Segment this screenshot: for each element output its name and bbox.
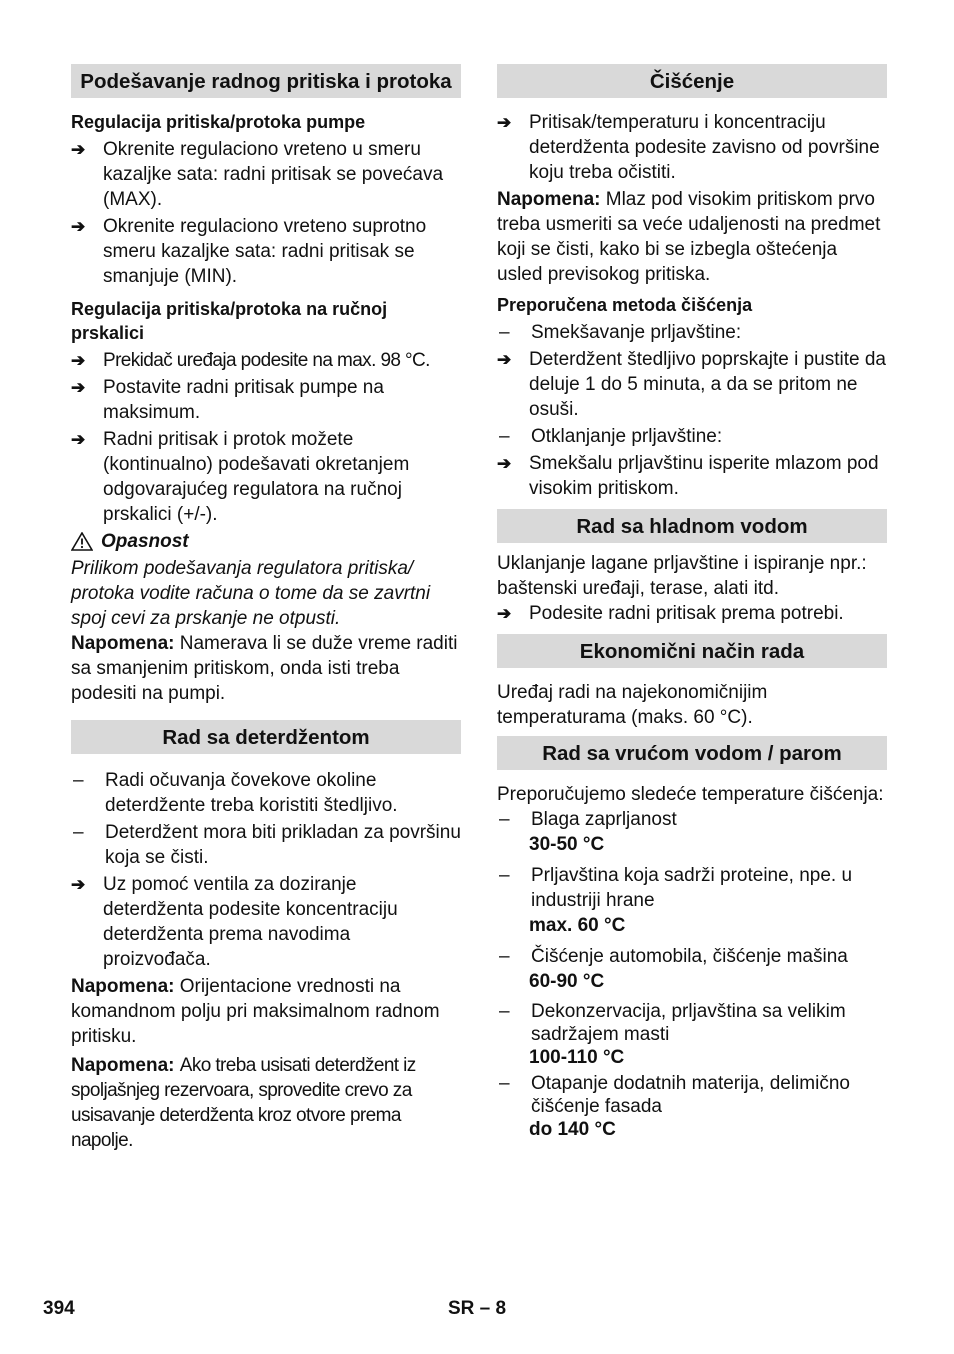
list-item: ➔ Uz pomoć ventila za doziranje deterdženta podesite koncentraciju deterdženta prema navodima proizvođača.: [71, 874, 398, 970]
arrow-icon: ➔: [497, 604, 512, 623]
section-heading-hot-water: Rad sa vrućom vodom / parom: [497, 736, 887, 770]
temperature-value: do 140 °C: [529, 1119, 616, 1140]
list-item: – Otklanjanje prljavštine:: [499, 426, 723, 447]
temperature-value: 100-110 °C: [529, 1047, 625, 1068]
list-item: ➔ Postavite radni pritisak pumpe na maksimum.: [71, 377, 384, 423]
danger-label: Opasnost: [71, 529, 461, 554]
list-item: ➔ Prekidač uređaja podesite na max. 98 °C.: [71, 350, 430, 371]
list-item: ➔ Deterdžent štedljivo poprskajte i pustite da deluje 1 do 5 minuta, a da se pritom ne osuši.: [497, 349, 886, 420]
arrow-icon: ➔: [71, 430, 86, 449]
note-paragraph: Napomena: Orijentacione vrednosti na komandnom polju pri maksimalnom radnom pritisku.: [71, 976, 440, 1047]
dash-bullet: –: [73, 822, 84, 843]
dash-bullet: –: [499, 865, 510, 886]
dash-bullet: –: [499, 809, 510, 830]
cold-water-text: Uklanjanje lagane prljavštine i ispiranje npr.: baštenski uređaji, terase, alati itd.: [497, 553, 867, 599]
note-paragraph: Napomena: Mlaz pod visokim pritiskom prvo treba usmeriti sa veće udaljenosti na predmet koji se čisti, kako bi se izbegla oštećenja usled previsokog pritiska.: [497, 189, 881, 285]
arrow-icon: ➔: [71, 217, 86, 236]
right-column: [497, 64, 887, 1147]
temperature-item: – Otapanje dodatnih materija, delimično čišćenje fasada: [499, 1073, 850, 1117]
section-page-label: SR – 8: [448, 1298, 507, 1319]
temperature-value: 60-90 °C: [529, 971, 605, 992]
arrow-icon: ➔: [71, 378, 86, 397]
page-number: 394: [43, 1298, 75, 1319]
temperature-item: – Blaga zaprljanost: [499, 809, 677, 830]
section-heading-economic: Ekonomični način rada: [497, 634, 887, 668]
arrow-icon: ➔: [497, 454, 512, 473]
dash-bullet: –: [499, 1073, 510, 1094]
section-heading-pressure: Podešavanje radnog pritiska i protoka: [71, 64, 461, 98]
list-item: ➔ Smekšalu prljavštinu isperite mlazom pod visokim pritiskom.: [497, 453, 879, 499]
list-item: ➔ Pritisak/temperaturu i koncentraciju deterdženta podesite zavisno od površine koju treba očistiti.: [497, 112, 880, 183]
hot-water-intro: Preporučujemo sledeće temperature čišćenja:: [497, 784, 884, 805]
dash-bullet: –: [499, 322, 510, 343]
dash-bullet: –: [499, 1001, 510, 1022]
arrow-icon: ➔: [497, 350, 512, 369]
note-paragraph: Napomena: Namerava li se duže vreme raditi sa smanjenim pritiskom, onda isti treba podesiti na pumpi.: [71, 633, 458, 704]
arrow-icon: ➔: [497, 113, 512, 132]
list-item: – Radi očuvanja čovekove okoline deterdžente treba koristiti štedljivo.: [73, 770, 398, 816]
list-item: – Deterdžent mora biti prikladan za površinu koja se čisti.: [73, 822, 461, 868]
section-heading-detergent: Rad sa deterdžentom: [71, 720, 461, 754]
dash-bullet: –: [499, 946, 510, 967]
subheading-recommended-method: Preporučena metoda čišćenja: [497, 295, 753, 315]
list-item: ➔ Okrenite regulaciono vreteno suprotno smeru kazaljke sata: radni pritisak se smanjuje (MIN).: [71, 216, 427, 287]
economic-text: Uređaj radi na najekonomičnijim temperaturama (maks. 60 °C).: [497, 682, 768, 728]
subheading-pump-regulation: Regulacija pritiska/protoka pumpe: [71, 112, 366, 132]
note-paragraph: Napomena: Ako treba usisati deterdžent iz spoljašnjeg rezervoara, sprovedite crevo za usisavanje deterdženta kroz otvore prema napolje.: [71, 1055, 416, 1151]
list-item: ➔ Radni pritisak i protok možete (kontinualno) podešavati okretanjem odgovarajućeg regulatora na ručnoj prskalici (+/-).: [71, 429, 410, 525]
temperature-item: – Čišćenje automobila, čišćenje mašina: [499, 946, 848, 967]
arrow-icon: ➔: [71, 351, 86, 370]
dash-bullet: –: [499, 426, 510, 447]
temperature-value: 30-50 °C: [529, 834, 605, 855]
danger-text: Prilikom podešavanja regulatora pritiska/ protoka vodite računa o tome da se zavrtni spoj cevi za prskanje ne otpusti.: [71, 558, 431, 629]
left-column: [71, 64, 461, 1157]
list-item: ➔ Podesite radni pritisak prema potrebi.: [497, 603, 844, 624]
list-item: – Smekšavanje prljavštine:: [499, 322, 742, 343]
dash-bullet: –: [73, 770, 84, 791]
arrow-icon: ➔: [71, 875, 86, 894]
temperature-item: – Dekonzervacija, prljavština sa velikim sadržajem masti: [499, 1001, 846, 1045]
subheading-gun-regulation: Regulacija pritiska/protoka na ručnoj prskalici: [71, 299, 388, 343]
section-heading-cleaning: Čišćenje: [497, 64, 887, 98]
list-item: ➔ Okrenite regulaciono vreteno u smeru kazaljke sata: radni pritisak se povećava (MAX).: [71, 139, 444, 210]
arrow-icon: ➔: [71, 140, 86, 159]
warning-triangle-icon: [71, 532, 93, 551]
section-heading-cold-water: Rad sa hladnom vodom: [497, 509, 887, 543]
temperature-item: – Prljavština koja sadrži proteine, npe. u industriji hrane: [499, 865, 853, 911]
temperature-value: max. 60 °C: [529, 915, 626, 936]
